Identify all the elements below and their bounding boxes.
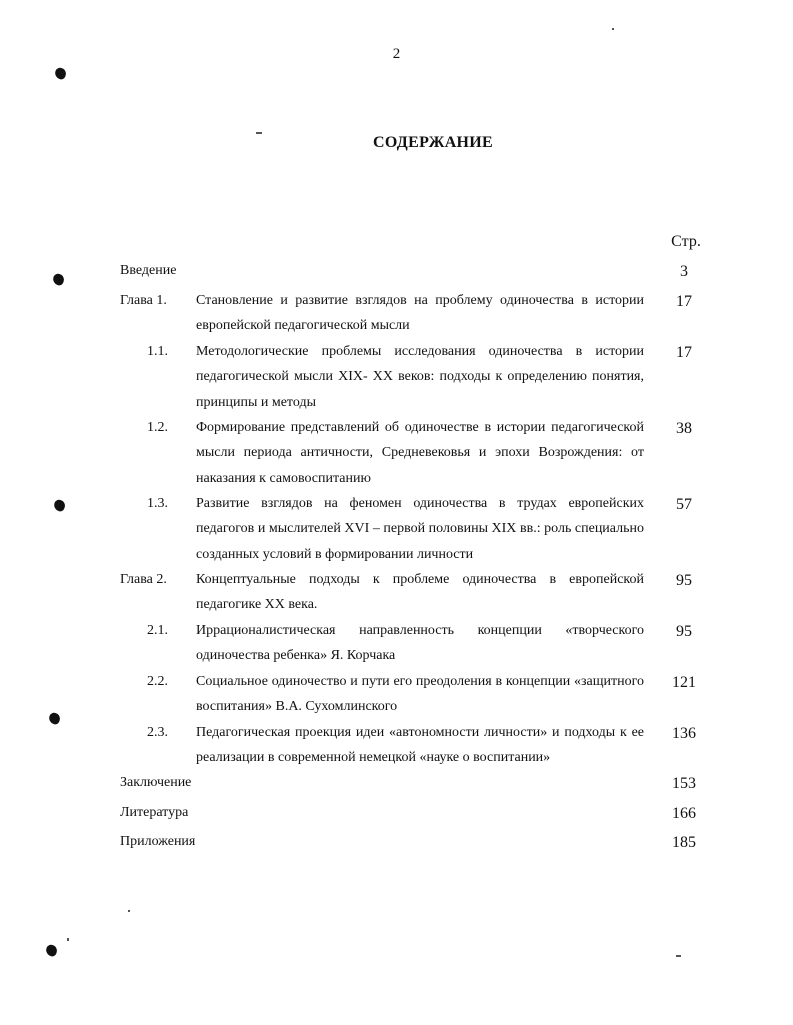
toc-entry-label: Литература — [120, 805, 189, 820]
toc-entry-label: Заключение — [120, 775, 192, 790]
page-number: 2 — [392, 46, 401, 62]
binder-hole-mark — [44, 943, 58, 957]
toc-entry-page: 121 — [672, 674, 696, 691]
binder-hole-mark — [53, 66, 67, 80]
scan-speck — [256, 132, 262, 134]
scan-speck — [67, 938, 69, 941]
toc-entry-page: 17 — [676, 293, 692, 310]
binder-hole-mark — [51, 272, 65, 286]
toc-entry-title: Социальное одиночество и пути его преодоления в концепции «защитного воспитания» В.А. Сухомлинского — [196, 674, 644, 715]
toc-entry-page: 38 — [676, 420, 692, 437]
toc-entry-label: 2.2. — [147, 674, 168, 689]
binder-hole-mark — [52, 498, 66, 512]
toc-entry-page: 153 — [672, 775, 696, 792]
toc-entry-page: 136 — [672, 725, 696, 742]
toc-entry-label: Приложения — [120, 834, 196, 849]
toc-entry-title: Педагогическая проекция идеи «автономности личности» и подходы к ее реализации в современной немецкой «науке о воспитании» — [196, 725, 644, 766]
toc-entry-page: 3 — [680, 263, 688, 280]
toc-entry-label: 2.1. — [147, 623, 168, 638]
page-column-header: Стр. — [671, 233, 701, 250]
toc-entry-label: 2.3. — [147, 725, 168, 740]
toc-entry-label: Глава 2. — [120, 572, 167, 587]
scan-speck — [676, 955, 681, 957]
page-title: СОДЕРЖАНИЕ — [372, 134, 494, 151]
toc-entry-title: Формирование представлений об одиночестве в истории педагогической мысли периода античности, Средневековья и эпохи Возрождения: от наказания к самовоспитанию — [196, 420, 644, 486]
scan-speck — [128, 910, 130, 912]
toc-entry-label: 1.2. — [147, 420, 168, 435]
scan-speck — [612, 28, 614, 30]
toc-entry-label: 1.3. — [147, 496, 168, 511]
toc-entry-title: Становление и развитие взглядов на проблему одиночества в истории европейской педагогической мысли — [196, 293, 644, 334]
toc-entry-page: 95 — [676, 623, 692, 640]
toc-entry-label: 1.1. — [147, 344, 168, 359]
toc-entry-page: 17 — [676, 344, 692, 361]
toc-entry-label: Введение — [120, 263, 177, 278]
toc-entry-title: Методологические проблемы исследования одиночества в истории педагогической мысли XIX- XX веков: подходы к определению понятия, принципы и методы — [196, 344, 644, 410]
toc-entry-page: 166 — [672, 805, 696, 822]
toc-entry-label: Глава 1. — [120, 293, 167, 308]
toc-entry-title: Развитие взглядов на феномен одиночества в трудах европейских педагогов и мыслителей XVI – первой половины XIX вв.: роль специально созданных условий в формировании личности — [196, 496, 644, 562]
toc-entry-page: 57 — [676, 496, 692, 513]
binder-hole-mark — [47, 711, 61, 725]
toc-entry-title: Концептуальные подходы к проблеме одиночества в европейской педагогике XX века. — [196, 572, 644, 613]
toc-entry-title: Иррационалистическая направленность концепции «творческого одиночества ребенка» Я. Корчака — [196, 623, 644, 664]
toc-entry-page: 185 — [672, 834, 696, 851]
toc-entry-page: 95 — [676, 572, 692, 589]
